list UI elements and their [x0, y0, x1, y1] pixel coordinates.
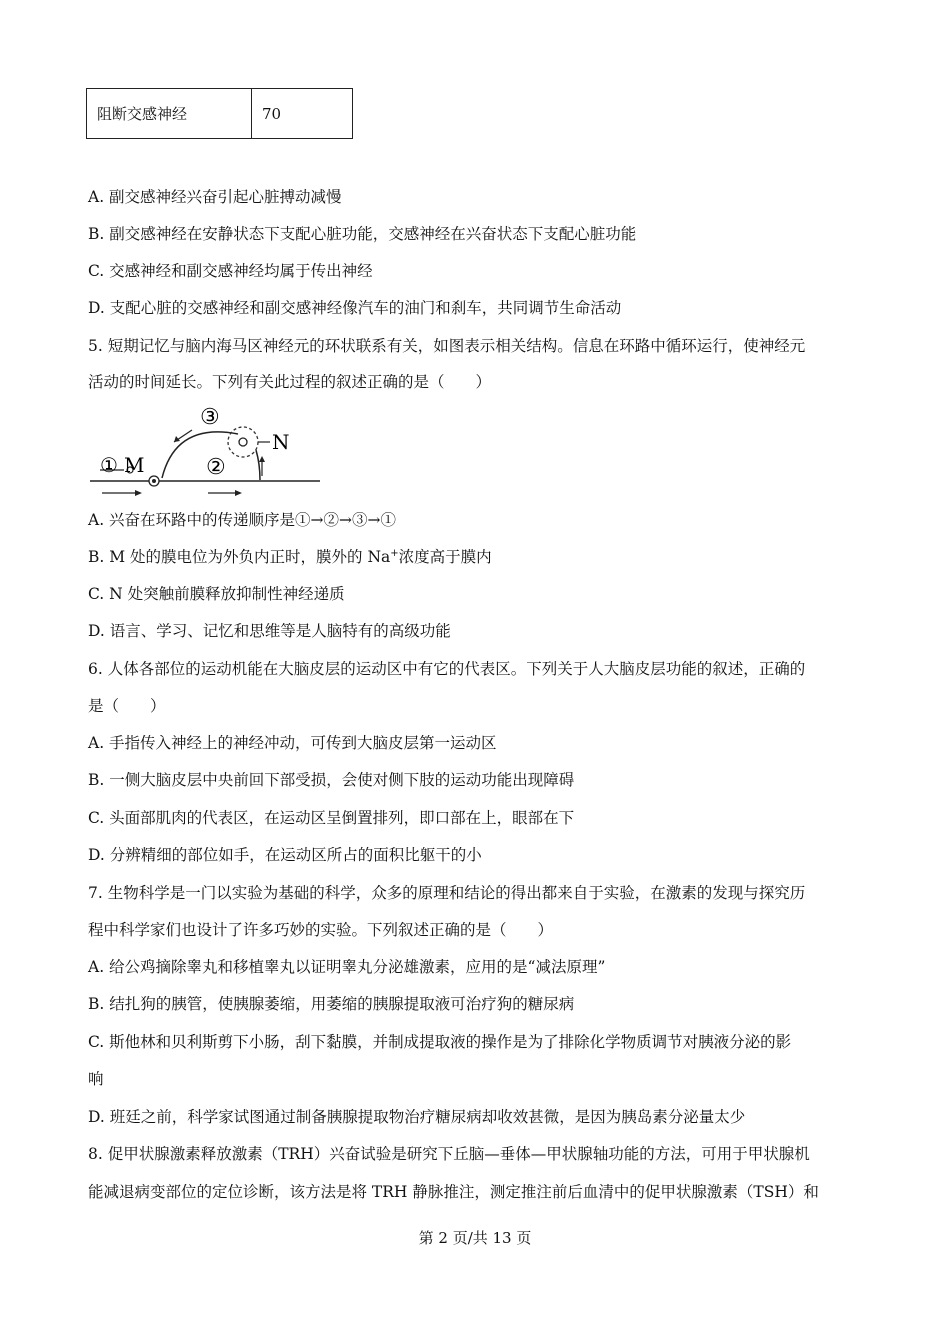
q5-option-d: D. 语言、学习、记忆和思维等是人脑特有的高级功能 — [88, 622, 451, 640]
q5-option-b-sup: + — [390, 548, 399, 559]
q4-option-a: A. 副交感神经兴奋引起心脏搏动减慢 — [88, 188, 342, 206]
q6-option-a: A. 手指传入神经上的神经冲动，可传到大脑皮层第一运动区 — [88, 734, 497, 752]
q7-option-c-line2: 响 — [88, 1070, 104, 1088]
synapse-1-core — [152, 479, 156, 483]
loop-path — [162, 432, 238, 478]
diagram-label-1: ① — [100, 453, 118, 477]
diagram-label-m: M — [124, 453, 145, 477]
q6-stem-line2: 是（ ） — [88, 697, 166, 715]
q5-stem-line2: 活动的时间延长。下列有关此过程的叙述正确的是（ ） — [88, 373, 492, 391]
diagram-label-3: ③ — [200, 405, 220, 430]
arrow-left-flow-head — [135, 490, 142, 496]
diagram-label-2: ② — [206, 455, 226, 480]
q4-option-b: B. 副交感神经在安静状态下支配心脏功能，交感神经在兴奋状态下支配心脏功能 — [88, 225, 637, 243]
table-cell-value: 70 — [252, 89, 353, 139]
diagram-label-n: N — [272, 430, 290, 454]
q5-option-b-post: 浓度高于膜内 — [398, 548, 492, 566]
q6-option-c: C. 头面部肌肉的代表区，在运动区呈倒置排列，即口部在上，眼部在下 — [88, 809, 575, 827]
loop-descend — [256, 450, 260, 480]
synapse-n — [239, 438, 247, 446]
q7-option-c-line1: C. 斯他林和贝利斯剪下小肠，刮下黏膜，并制成提取液的操作是为了排除化学物质调节对胰液分泌的影 — [88, 1033, 792, 1051]
q5-option-a: A. 兴奋在环路中的传递顺序是①→②→③→① — [88, 511, 397, 529]
q8-stem-line1: 8. 促甲状腺激素释放激素（TRH）兴奋试验是研究下丘脑—垂体—甲状腺轴功能的方法，可用于甲状腺机 — [88, 1145, 810, 1163]
arrow-right-flow-head — [235, 490, 242, 496]
q7-option-d: D. 班廷之前，科学家试图通过制备胰腺提取物治疗糖尿病却收效甚微，是因为胰岛素分泌量太少 — [88, 1108, 746, 1126]
q7-option-b: B. 结扎狗的胰管，使胰腺萎缩，用萎缩的胰腺提取液可治疗狗的糖尿病 — [88, 995, 575, 1013]
neuron-loop-diagram — [88, 398, 328, 508]
q5-option-b — [88, 547, 492, 567]
data-table — [86, 88, 353, 139]
q4-option-c: C. 交感神经和副交感神经均属于传出神经 — [88, 262, 373, 280]
page-footer: 第 2 页/共 13 页 — [418, 1229, 532, 1247]
q5-option-b-pre: B. M 处的膜电位为外负内正时，膜外的 Na — [88, 548, 391, 566]
q7-stem-line1: 7. 生物科学是一门以实验为基础的科学，众多的原理和结论的得出都来自于实验，在激素的发现与探究历 — [88, 884, 806, 902]
q6-stem-line1: 6. 人体各部位的运动机能在大脑皮层的运动区中有它的代表区。下列关于人大脑皮层功能的叙述，正确的 — [88, 660, 806, 678]
q5-option-c: C. N 处突触前膜释放抑制性神经递质 — [88, 585, 345, 603]
q4-option-d: D. 支配心脏的交感神经和副交感神经像汽车的油门和刹车，共同调节生命活动 — [88, 299, 622, 317]
q8-stem-line2: 能减退病变部位的定位诊断，该方法是将 TRH 静脉推注，测定推注前后血清中的促甲状腺激素（TSH）和 — [88, 1183, 819, 1201]
q7-stem-line2: 程中科学家们也设计了许多巧妙的实验。下列叙述正确的是（ ） — [88, 921, 554, 939]
table-row — [87, 89, 353, 139]
arrow-up-head — [259, 456, 265, 462]
table-cell-label: 阻断交感神经 — [87, 89, 252, 139]
q6-option-b: B. 一侧大脑皮层中央前回下部受损，会使对侧下肢的运动功能出现障碍 — [88, 771, 575, 789]
q6-option-d: D. 分辨精细的部位如手，在运动区所占的面积比躯干的小 — [88, 846, 482, 864]
q5-stem-line1: 5. 短期记忆与脑内海马区神经元的环状联系有关，如图表示相关结构。信息在环路中循环运行，使神经元 — [88, 337, 806, 355]
q7-option-a: A. 给公鸡摘除睾丸和移植睾丸以证明睾丸分泌雄激素，应用的是“减法原理” — [88, 958, 606, 976]
